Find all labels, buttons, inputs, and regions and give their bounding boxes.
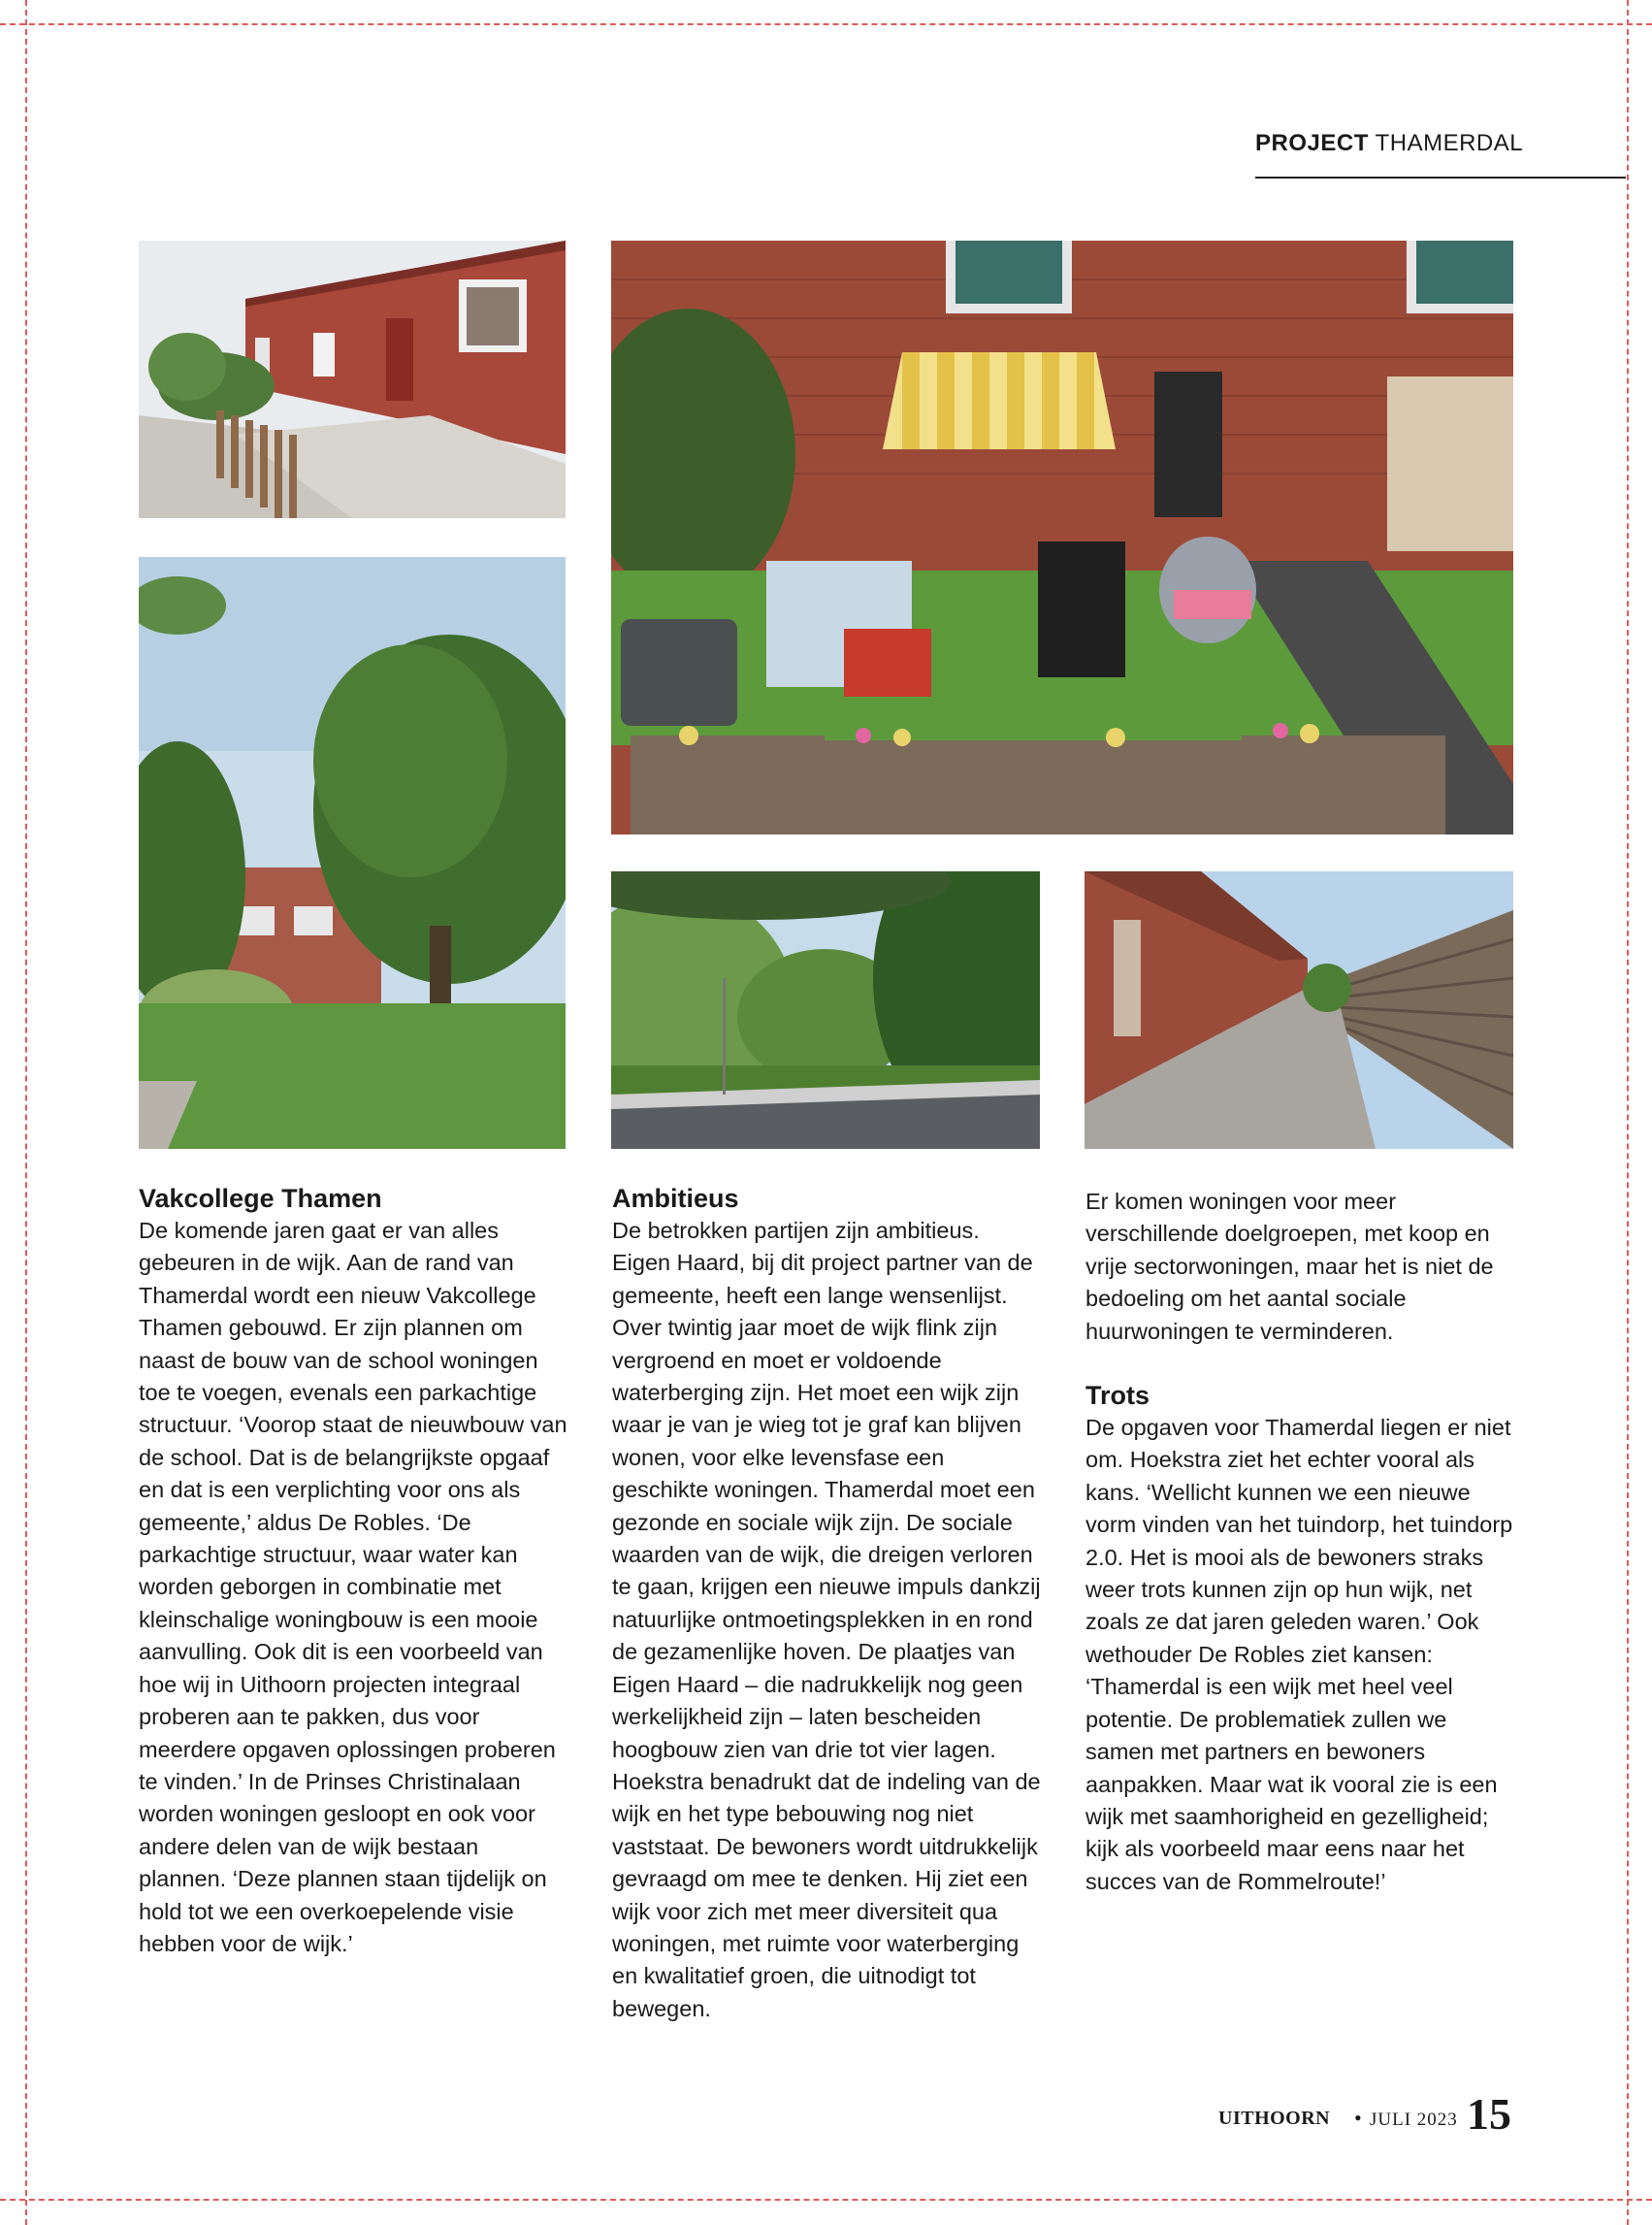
footer-separator: • xyxy=(1354,2106,1362,2130)
column-2 xyxy=(612,1182,1044,2025)
column-3 xyxy=(1085,1186,1517,1898)
column-3-intro: Er komen woningen voor meer verschillende doelgroepen, met koop en vrije sectorwoningen, maar het is niet de bedoeling om het aantal sociale huurwoningen te verminderen. xyxy=(1085,1189,1494,1344)
crop-line-right xyxy=(1627,0,1629,2225)
section-header xyxy=(1255,130,1523,157)
front-garden-photo xyxy=(611,241,1513,834)
header-rule xyxy=(1255,177,1626,179)
crop-line-top xyxy=(0,23,1652,25)
willow-road-photo xyxy=(611,871,1040,1149)
photo-alley xyxy=(1085,871,1513,1149)
crop-line-left xyxy=(25,0,27,2225)
heading-ambitieus: Ambitieus xyxy=(612,1184,739,1213)
column-1-text: De komende jaren gaat er van alles gebeuren in de wijk. Aan de rand van Thamerdal wordt een nieuw Vakcollege Thamen gebouwd. Er zijn plannen om naast de bouw van de school woningen toe te voegen, evenals een parkachtige structuur. ‘Voorop staat de nieuwbouw van de school. Dat is de belangrijkste opgaaf en dat is een verplichting voor ons als gemeente,’ aldus De Robles. ‘De parkachtige structuur, waar water kan worden geborgen in combinatie met kleinschalige woningbouw is een mooie aanvulling. Ook dit is een voorbeeld van hoe wij in Uithoorn projecten integraal proberen aan te pakken, dus voor meerdere opgaven oplossingen proberen te vinden.’ In de Prinses Christinalaan worden woningen gesloopt en ook voor andere delen van de wijk bestaan plannen. ‘Deze plannen staan tijdelijk on hold tot we een overkoepelende visie hebben voor de wijk.’ xyxy=(139,1218,567,1956)
photo-tree-park xyxy=(139,557,566,1149)
photo-willow-road xyxy=(611,871,1040,1149)
photo-brick-houses xyxy=(139,241,566,518)
photo-front-garden xyxy=(611,241,1513,834)
alley-photo xyxy=(1085,871,1513,1149)
column-2-text: De betrokken partijen zijn ambitieus. Eigen Haard, bij dit project partner van de gemeente, heeft een lange wensenlijst. Over twintig jaar moet de wijk flink zijn vergroend en moet er voldoende waterberging zijn. Het moet een wijk zijn waar je van je wieg tot je graf kan blijven wonen, voor elke levensfase een geschikte woningen. Thamerdal moet een gezonde en sociale wijk zijn. De sociale waarden van de wijk, die dreigen verloren te gaan, krijgen een nieuwe impuls dankzij natuurlijke ontmoetingsplekken in en rond de gezamenlijke hoven. De plaatjes van Eigen Haard – die nadrukkelijk nog geen werkelijkheid zijn – laten bescheiden hoogbouw zien van drie tot vier lagen. Hoekstra benadrukt dat de indeling van de wijk en het type bebouwing nog niet vaststaat. De bewoners wordt uitdrukkelijk gevraagd om mee te denken. Hij ziet een wijk voor zich met meer diversiteit qua woningen, met ruimte voor waterberging en kwalitatief groen, die uitnodigt tot bewegen. xyxy=(612,1218,1041,2021)
heading-vakcollege: Vakcollege Thamen xyxy=(139,1184,382,1213)
brick-houses-photo xyxy=(139,241,566,518)
section-label: PROJECT xyxy=(1255,130,1369,156)
tree-park-photo xyxy=(139,557,566,1149)
heading-trots: Trots xyxy=(1085,1381,1150,1411)
crop-line-bottom xyxy=(0,2199,1652,2201)
section-name: THAMERDAL xyxy=(1375,130,1524,156)
column-3-text: De opgaven voor Thamerdal liegen er niet om. Hoekstra ziet het echter vooral als kans. ‘Wellicht kunnen we een nieuwe vorm vinden van het tuindorp, het tuindorp 2.0. Het is mooi als de bewoners straks weer trots kunnen zijn op hun wijk, net zoals ze dat jaren geleden waren.’ Ook wethouder De Robles ziet kansen: ‘Thamerdal is een wijk met heel veel potentie. De problematiek zullen we samen met partners en bewoners aanpakken. Maar wat ik vooral zie is een wijk met saamhorigheid en gezelligheid; kijk als voorbeeld maar eens naar het succes van de Rommelroute!’ xyxy=(1085,1415,1513,1894)
page-number: 15 xyxy=(1467,2089,1511,2139)
issue-date: JULI 2023 xyxy=(1370,2110,1458,2130)
magazine-logo: UITHOORN xyxy=(1218,2108,1331,2129)
column-1 xyxy=(139,1182,570,1960)
